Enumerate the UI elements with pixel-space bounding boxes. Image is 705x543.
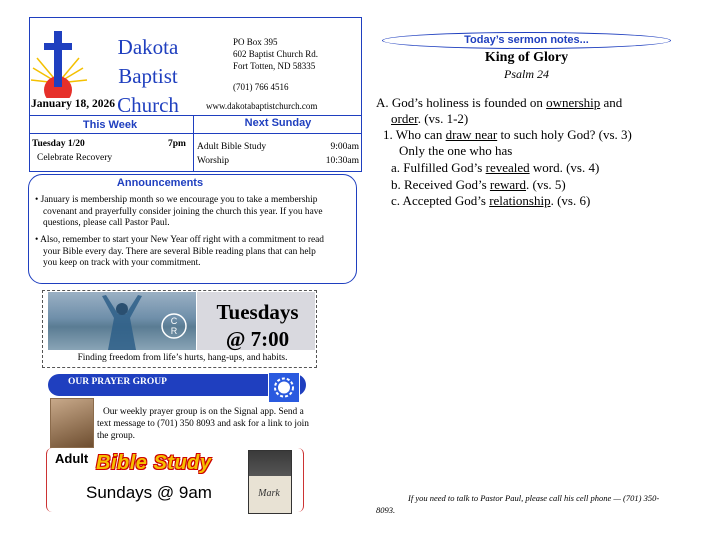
celebrate-recovery-caption: Finding freedom from life’s hurts, hang-ups, and habits.	[77, 353, 288, 363]
church-website[interactable]: www.dakotabaptistchurch.com	[206, 101, 318, 111]
this-week-time: 7pm	[168, 139, 186, 149]
outline-point-a-cont	[391, 111, 468, 127]
book-cover-title: Mark	[258, 488, 280, 499]
book-cover-image	[248, 450, 292, 514]
sermon-notes-heading: Today’s sermon notes...	[464, 34, 589, 46]
pastor-contact-note: If you need to talk to Pastor Paul, please call his cell phone — (701) 350-8093.	[376, 493, 660, 515]
church-name-line2: Church	[117, 93, 179, 117]
outline-text: and	[600, 95, 623, 110]
address-line1: PO Box 395	[233, 37, 278, 47]
next-sunday-item-name: Worship	[197, 156, 229, 166]
bible-study-schedule: Sundays @ 9am	[86, 483, 212, 502]
address-line3: Fort Totten, ND 58335	[233, 61, 316, 71]
sermon-scripture-reference: Psalm 24	[504, 67, 549, 81]
address-line2: 602 Baptist Church Rd.	[233, 49, 318, 59]
outline-text: word. (vs. 4)	[529, 160, 600, 175]
outline-text: . (vs. 6)	[550, 193, 591, 208]
next-sunday-item-time: 10:30am	[325, 156, 359, 166]
next-sunday-item-time: 9:00am	[330, 142, 359, 152]
prayer-group-text: Our weekly prayer group is on the Signal app. Send a text message to (701) 350 8093 and ask for a link to join the group.	[97, 407, 309, 441]
signal-icon	[269, 373, 299, 402]
signal-app-icon	[268, 372, 300, 403]
outline-point-1	[383, 127, 632, 143]
divider	[193, 115, 194, 172]
this-week-heading: This Week	[82, 119, 138, 131]
outline-subpoint-a	[391, 160, 599, 176]
prayer-group-heading: OUR PRAYER GROUP	[68, 377, 167, 387]
outline-text: a. Fulfilled God’s	[391, 160, 486, 175]
church-address	[233, 36, 318, 72]
bulletin-date: January 18, 2026	[31, 98, 116, 110]
outline-text: to such holy God? (vs. 3)	[497, 127, 632, 142]
divider	[29, 115, 362, 116]
outline-subpoint-b	[391, 177, 566, 193]
bible-study-adult-label: Adult	[55, 451, 89, 466]
svg-text:R: R	[170, 326, 178, 336]
outline-blank: relationship	[489, 193, 551, 208]
outline-text: b. Received God’s	[391, 177, 490, 192]
sermon-title: King of Glory	[484, 50, 569, 65]
church-name-line1: Dakota Baptist	[117, 35, 179, 88]
outline-text: . (vs. 5)	[526, 177, 566, 192]
outline-blank: draw near	[445, 127, 498, 142]
church-logo	[31, 28, 89, 98]
outline-blank: revealed	[485, 160, 530, 175]
svg-text:C: C	[170, 316, 178, 326]
celebrate-recovery-day: Tuesdays	[216, 300, 299, 324]
outline-point-a	[376, 95, 622, 111]
praying-hands-image	[50, 398, 94, 448]
bible-study-title: Bible Study	[96, 452, 212, 474]
person-silhouette-icon	[48, 292, 196, 350]
this-week-event: Celebrate Recovery	[37, 153, 113, 163]
this-week-day: Tuesday 1/20	[32, 139, 85, 149]
announcements-heading: Announcements	[116, 177, 204, 189]
outline-subpoint-c	[391, 193, 590, 209]
outline-text: A. God’s holiness is founded on	[376, 95, 547, 110]
outline-blank: reward	[489, 177, 527, 192]
announcement-item: • Also, remember to start your New Year off right with a commitment to read your Bible every day. There are several Bible reading plans that can help you keep on track with your commitment.	[35, 235, 324, 269]
celebrate-recovery-photo	[48, 292, 196, 350]
outline-blank: order	[391, 111, 418, 126]
outline-text: 1. Who can	[383, 127, 446, 142]
divider	[29, 133, 362, 134]
celebrate-recovery-time: @ 7:00	[225, 327, 290, 351]
outline-text: c. Accepted God’s	[391, 193, 490, 208]
outline-point-1-sub: Only the one who has	[399, 143, 513, 158]
outline-text: . (vs. 1-2)	[417, 111, 469, 126]
announcement-item: • January is membership month so we encourage you to take a membership covenant and prayerfully consider joining the church this year. If you have questions, please call Pastor Paul.	[35, 195, 323, 229]
outline-blank: ownership	[546, 95, 601, 110]
next-sunday-heading: Next Sunday	[244, 117, 312, 129]
next-sunday-item-name: Adult Bible Study	[197, 142, 267, 152]
church-phone: (701) 766 4516	[233, 82, 289, 92]
